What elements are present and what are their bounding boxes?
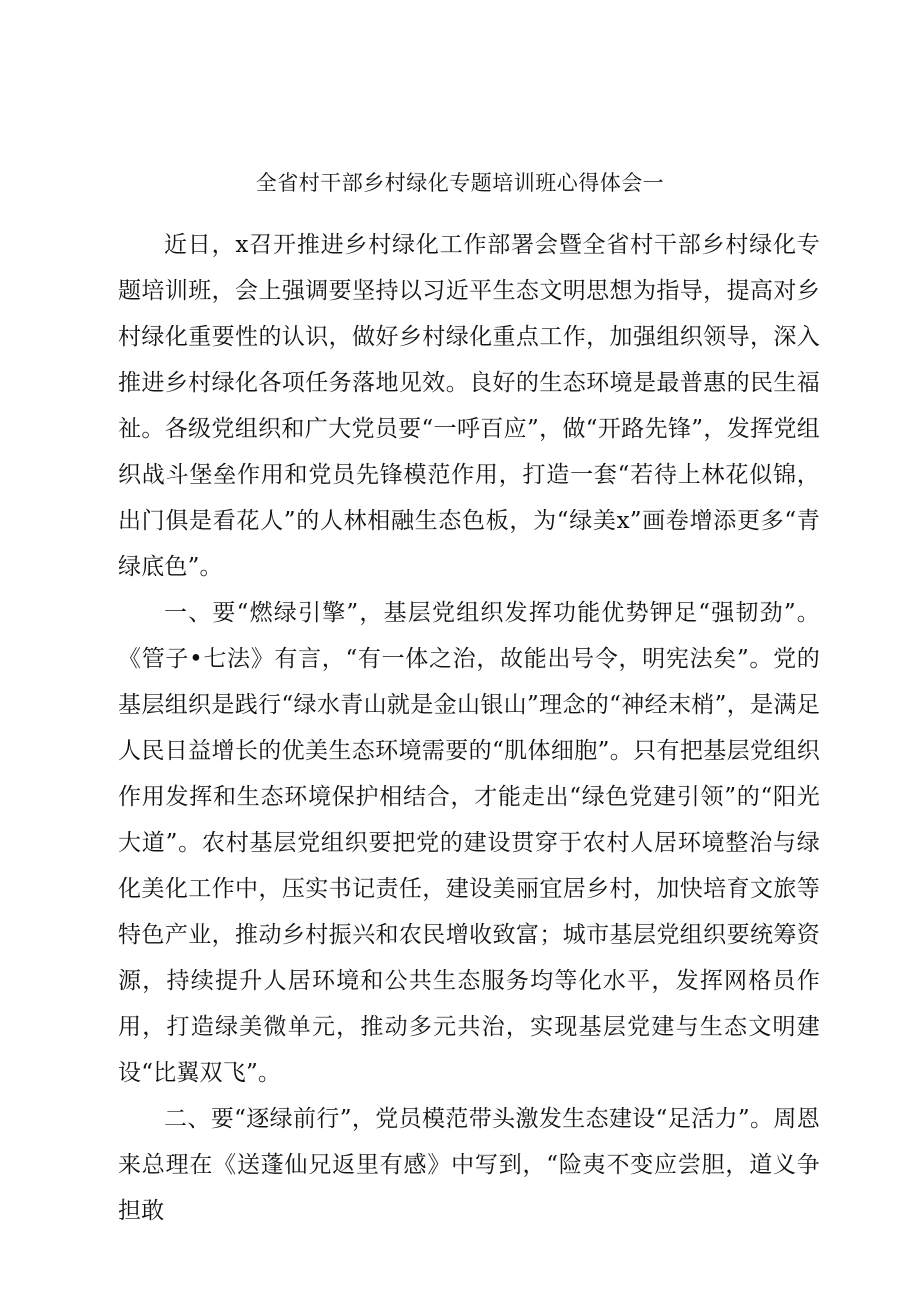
- document-title: 全省村干部乡村绿化专题培训班心得体会一: [255, 171, 665, 195]
- paragraph-section-two: 二、要“逐绿前行”，党员模范带头激发生态建设“足活力”。周恩来总理在《送蓬仙兄返里有感》中写到，“险夷不变应尝胆，道义争担敢: [118, 1106, 820, 1224]
- document-body: [118, 222, 820, 1234]
- paragraph-section-one: 一、要“燃绿引擎”，基层党组织发挥功能优势钾足“强韧劲”。《管子•七法》有言，“有一体之治，故能出号令，明宪法矣”。党的基层组织是践行“绿水青山就是金山银山”理念的“神经末梢”，是满足人民日益增长的优美生态环境需要的“肌体细胞”。只有把基层党组织作用发挥和生态环境保护相结合，才能走出“绿色党建引领”的“阳光大道”。农村基层党组织要把党的建设贯穿于农村人居环境整治与绿化美化工作中，压实书记责任，建设美丽宜居乡村，加快培育文旅等特色产业，推动乡村振兴和农民增收致富；城市基层党组织要统筹资源，持续提升人居环境和公共生态服务均等化水平，发挥网格员作用，打造绿美微单元，推动多元共治，实现基层党建与生态文明建设“比翼双飞”。: [118, 600, 820, 1086]
- paragraph-intro: 近日，x召开推进乡村绿化工作部署会暨全省村干部乡村绿化专题培训班，会上强调要坚持以习近平生态文明思想为指导，提高对乡村绿化重要性的认识，做好乡村绿化重点工作，加强组织领导，深入推进乡村绿化各项任务落地见效。良好的生态环境是最普惠的民生福祉。各级党组织和广大党员要“一呼百应”，做“开路先锋”，发挥党组织战斗堡垒作用和党员先锋模范作用，打造一套“若待上林花似锦，出门俱是看花人”的人林相融生态色板，为“绿美x”画卷增添更多“青绿底色”。: [118, 232, 820, 580]
